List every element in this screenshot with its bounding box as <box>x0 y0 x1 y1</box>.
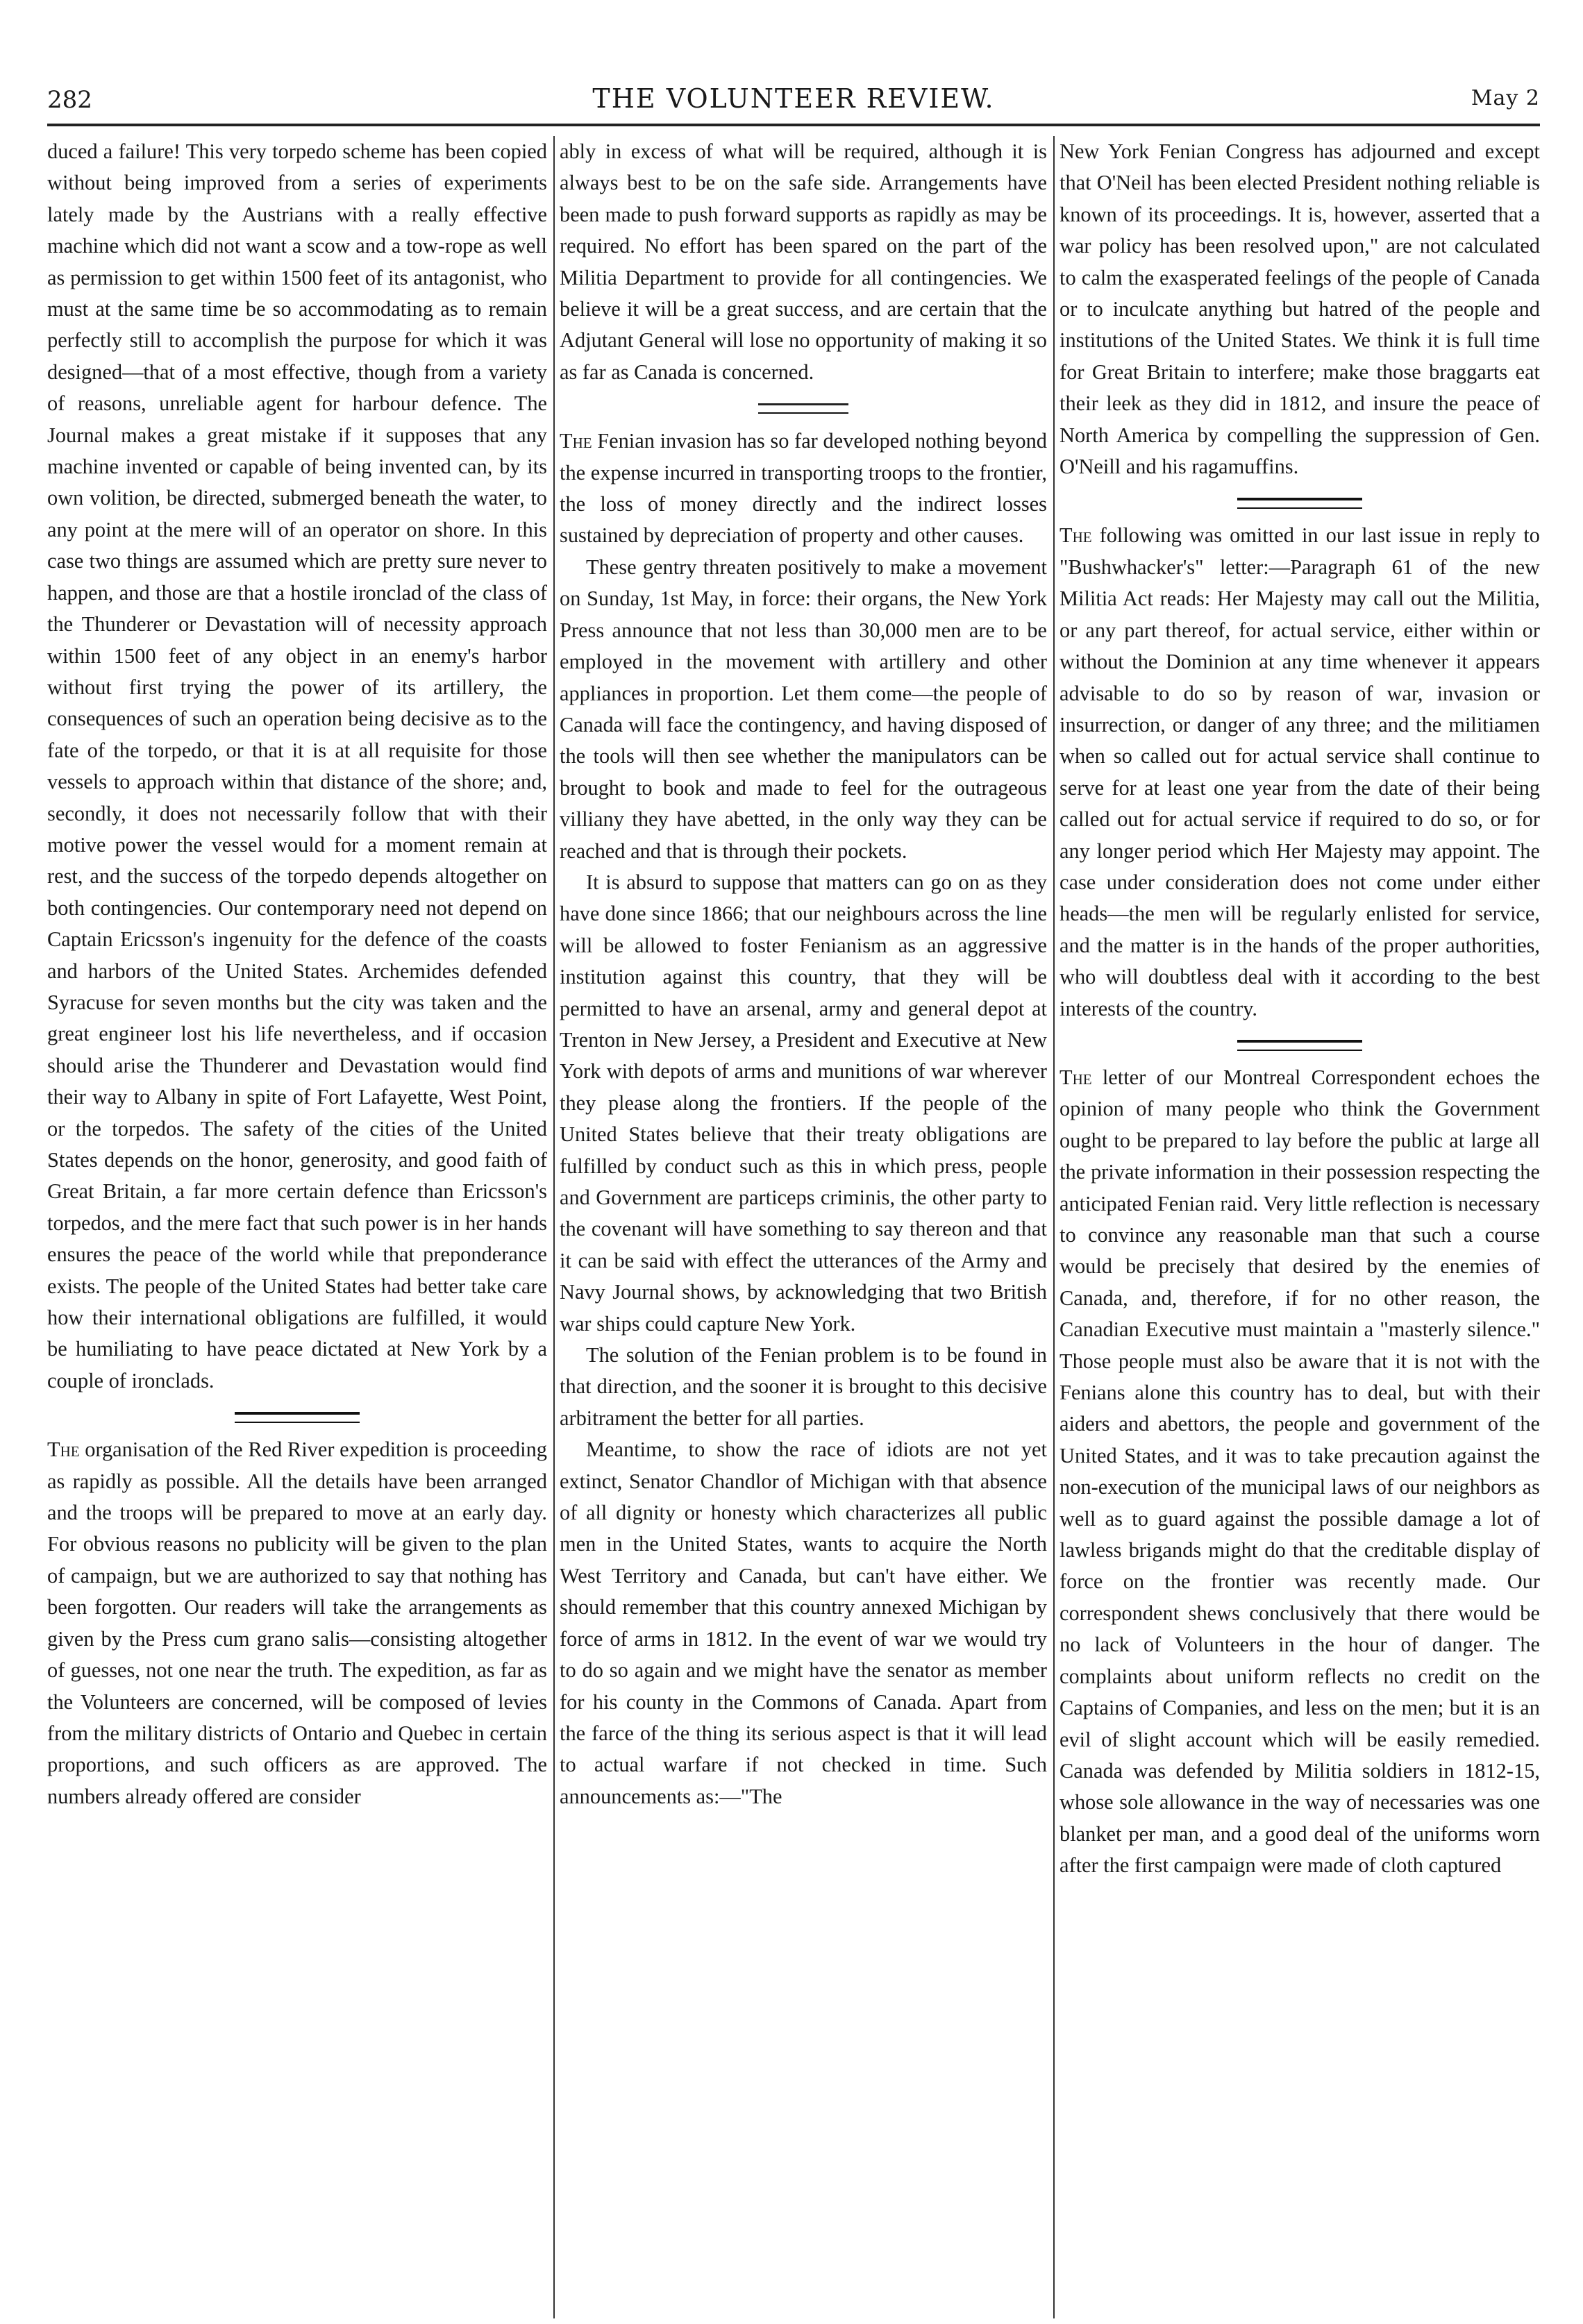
article-red-river-text: organisation of the Red River expedition is proceeding as rapidly as possible. All the details have been arranged and the troops will be prepared to move at an early day. For obvious reasons no publicity will be given to the plan of campaign, but we are authorized to say that nothing has been forgotten. Our readers will take the arrangements as given by the Press cum grano salis—consisting altogether of guesses, not one near the truth. The expedition, as far as the Volunteers are concerned, will be composed of levies from the military districts of Ontario and Quebec in certain proportions, and such officers as are approved. The numbers already offered are consider <box>47 1438 547 1808</box>
article-fenian-continued: New York Fenian Congress has adjourned and except that O'Neil has been elected President nothing reliable is known of its proceedings. It is, however, asserted that a war policy has been resolved upon," are not calculated to calm the exasperated feelings of the people of Canada or to inculcate anything but hatred of the people and institutions of the United States. We think it is full time for Great Britain to interfere; make those braggarts eat their leek as they did in 1812, and insure the peace of North America by compelling the suppression of Gen. O'Neill and his ragamuffins. <box>1059 140 1540 479</box>
column-divider <box>553 136 555 2318</box>
paragraph: The solution of the Fenian problem is to be found in that direction, and the sooner it is brought to this decisive arbitrament the better for all parties. <box>560 1343 1047 1430</box>
article-lead-word: The <box>1059 1065 1092 1089</box>
article-lead-word: The <box>1059 523 1092 548</box>
issue-date: May 2 <box>1471 86 1540 110</box>
article-red-river-continued: ably in excess of what will be required, although it is always best to be on the safe side. Arrangements have been made to push forward supports as rapidly as may be required. No effort has been spared on the part of the Militia Department to provide for all contingencies. We believe it will be a great success, and are certain that the Adjutant General will lose no opportunity of making it so as far as Canada is concerned. <box>560 140 1047 384</box>
article-fenian-invasion-text: Fenian invasion has so far developed nothing beyond the expense incurred in transporting troops to the frontier, the loss of money directly and the indirect losses sustained by depreciation of property and other causes. <box>560 429 1047 548</box>
paragraph: It is absurd to suppose that matters can go on as they have done since 1866; that our neighbours across the line will be allowed to foster Fenianism as an aggressive institution against this country, that they will be permitted to have an arsenal, army and general depot at Trenton in New Jersey, a President and Executive at New York with depots of arms and munitions of war wherever they please along the frontiers. If the people of the United States believe that their treaty obligations are fulfilled by conduct such as this in which press, people and Government are particeps criminis, the other party to the covenant will have something to say thereon and that it can be said with effect the utterances of the Army and Navy Journal shows, by acknowledging that two British war ships could capture New York. <box>560 870 1047 1336</box>
header-rule <box>47 124 1540 126</box>
column-1 <box>47 136 547 2316</box>
article-lead-word: The <box>560 429 592 453</box>
article-separator <box>47 1397 547 1434</box>
article-montreal-correspondent <box>1059 1062 1540 1882</box>
article-separator <box>1059 1025 1540 1062</box>
article-montreal-correspondent-text: letter of our Montreal Correspondent echoes the opinion of many people who think the Government ought to be prepared to lay before the public at large all the private information in their possession respecting the anticipated Fenian raid. Very little reflection is necessary to convince any reasonable man that such a course would be precisely that desired by the enemies of Canada, and, therefore, if for no other reason, the Canadian Executive must maintain a "masterly silence." Those people must also be aware that it is not with the Fenians alone this country has to deal, but with their aiders and abettors, the people and government of the United States, and it was to take precaution against the non-execution of the municipal laws of our neighbors as well as to guard against the possible damage a lot of lawless brigands might do that the creditable display of force on the frontier was recently made. Our correspondent shews conclusively that there would be no lack of Volunteers in the hour of danger. The complaints about uniform reflects no credit on the Captains of Companies, and less on the men; but it is an evil of slight account which will be easily remedied. Canada was defended by Militia soldiers in 1812-15, whose sole allowance in the way of necessaries was one blanket per man, and a good deal of the uniforms worn after the first campaign were made of cloth captured <box>1059 1065 1540 1878</box>
article-militia-act <box>1059 520 1540 1025</box>
masthead-title: THE VOLUNTEER REVIEW. <box>592 83 995 114</box>
column-2 <box>560 136 1047 2316</box>
page-number: 282 <box>47 86 92 114</box>
article-militia-act-text: following was omitted in our last issue in reply to "Bushwhacker's" letter:—Paragraph 61 of the new Militia Act reads: Her Majesty may call out the Militia, or any part thereof, for actual service, either within or without the Dominion at any time whenever it appears advisable to do so by reason of war, invasion or insurrection, or danger of any three; and the militiamen when so called out for actual service shall continue to serve for at least one year from the date of their being called out for actual service if required to do so, or for any longer period which Her Majesty may appoint. The case under consideration does not come under either heads—the men will be regularly enlisted for service, and the matter is in the hands of the proper authorities, who will doubtless deal with it according to the best interests of the country. <box>1059 523 1540 1020</box>
article-lead-word: The <box>47 1438 80 1462</box>
article-torpedo-paragraph: duced a failure! This very torpedo scheme has been copied without being improved from a series of experiments lately made by the Austrians with a really effective machine which did not want a scow and a tow-rope as well as permission to get within 1500 feet of its antagonist, who must at the same time be so accommodating as to remain perfectly still to accomplish the purpose for which it was designed—that of a most effective, though from a variety of reasons, unreliable agent for harbour defence. The Journal makes a great mistake if it supposes that any machine invented or capable of being invented can, by its own volition, be directed, submerged beneath the water, to any point at the mere will of an operator on shore. In this case two things are assumed which are pretty sure never to happen, and those are that a hostile ironclad of the class of the Thunderer or Devastation will of necessity approach within 1500 feet of any object in an enemy's harbor without first trying the power of its artillery, the consequences of such an operation being decisive as to the fate of the torpedo, or that it is at all requisite for those vessels to approach within that distance of the shore; and, secondly, it does not necessarily follow that with their motive power the vessel would for a moment remain at rest, and the success of the torpedo depends altogether on both contingencies. Our contemporary need not depend on Captain Ericsson's ingenuity for the defence of the coasts and harbors of the United States. Archemides defended Syracuse for seven months but the city was taken and the great engineer lost his life nevertheless, and if occasion should arise the Thunderer and Devastation would find their way to Albany in spite of Fort Lafayette, West Point, or the torpedos. The safety of the cities of the United States depends on the honor, generosity, and good faith of Great Britain, a far more certain defence than Ericsson's torpedos, and the mere fact that such power is in her hands ensures the peace of the world while that preponderance exists. The people of the United States had better take care how their international obligations are fulfilled, it would be humiliating to have peace dictated at New York by a couple of ironclads. <box>47 140 547 1392</box>
paragraph: These gentry threaten positively to make a movement on Sunday, 1st May, in force: their organs, the New York Press announce that not less than 30,000 men are to be employed in the movement with artillery and other appliances in proportion. Let them come—the people of Canada will face the contingency, and having disposed of the tools will then see whether the manipulators can be brought to book and made to feel for the outrageous villiany they have abetted, in the only way they can be reached and that is through their pockets. <box>560 555 1047 863</box>
article-separator <box>1059 482 1540 520</box>
page-header <box>47 82 1540 124</box>
paragraph: Meantime, to show the race of idiots are not yet extinct, Senator Chandlor of Michigan with that absence of all dignity or honesty which characterizes all public men in the United States, wants to acquire the North West Territory and Canada, but can't have either. We should remember that this country annexed Michigan by force of arms in 1812. In the event of war we would try to do so again and we might have the senator as member for his county in the Commons of Canada. Apart from the farce of the thing its serious aspect is that it will lead to actual warfare if not checked in time. Such announcements as:—"The <box>560 1438 1047 1808</box>
article-separator <box>560 388 1047 426</box>
column-3 <box>1059 136 1540 2316</box>
article-red-river <box>47 1434 547 1812</box>
column-divider <box>1053 136 1055 2318</box>
article-fenian-invasion <box>560 426 1047 552</box>
